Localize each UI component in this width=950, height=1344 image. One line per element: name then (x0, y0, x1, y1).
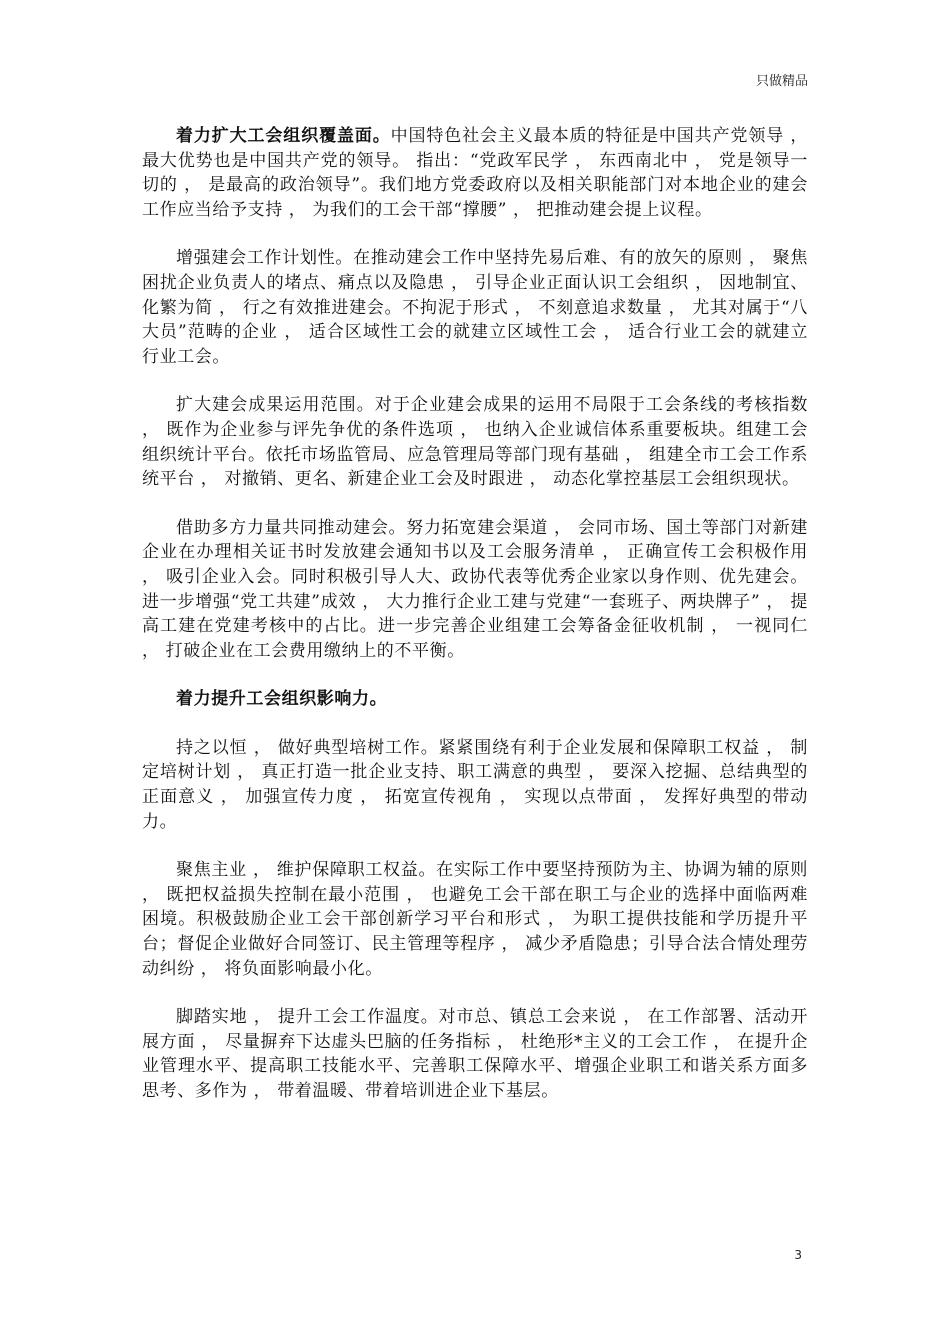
paragraph: 借助多方力量共同推动建会。努力拓宽建会渠道 ， 会同市场、国土等部门对新建企业在办理相关证书时发放建会通知书以及工会服务清单 ， 正确宣传工会积极作用 ， 吸引企业入会。同时积极引导人大、政协代表等优秀企业家以身作则、优先建会。进一步增强“党工共建”成效 ， 大力推行企业工建与党建“一套班子、两块牌子” ， 提高工建在党建考核中的占比。进一步完善企业组建工会筹备金征收机制 ， 一视同仁 ， 打破企业在工会费用缴纳上的不平衡。 (142, 517, 808, 661)
document-body (142, 124, 808, 1128)
paragraph: 聚焦主业 ， 维护保障职工权益。在实际工作中要坚持预防为主、协调为辅的原则 ， 既把权益损失控制在最小范围 ， 也避免工会干部在职工与企业的选择中面临两难困境。积极鼓励企业工会干部创新学习平台和形式 ， 为职工提供技能和学历提升平台；督促企业做好合同签订、民主管理等程序 ， 减少矛盾隐患；引导合法合情处理劳动纠纷 ， 将负面影响最小化。 (142, 860, 809, 979)
section-heading: 着力提升工会组织影响力。 (176, 689, 388, 710)
paragraph-lead: 着力扩大工会组织覆盖面。 (176, 126, 391, 146)
paragraph: 增强建会工作计划性。在推动建会工作中坚持先易后难、有的放矢的原则 ， 聚焦困扰企业负责人的堵点、痛点以及隐患 ， 引导企业正面认识工会组织 ， 因地制宜、化繁为简 ， 行之有效推进建会。不拘泥于形式 ， 不刻意追求数量 ， 尤其对属于“八大员”范畴的企业 ， 适合区域性工会的就建立区域性工会 ， 适合行业工会的就建立行业工会。 (142, 248, 808, 367)
header-note: 只做精品 (755, 74, 808, 89)
paragraph: 脚踏实地 ， 提升工会工作温度。对市总、镇总工会来说 ， 在工作部署、活动开展方面 ， 尽量摒弃下达虚头巴脑的任务指标 ， 杜绝形*主义的工会工作 ， 在提升企业管理水平、提高职工技能水平、完善职工保障水平、增强企业职工和谐关系方面多思考、多作为 ， 带着温暖、带着培训进企业下基层。 (142, 1007, 808, 1101)
paragraph: 持之以恒 ， 做好典型培树工作。紧紧围绕有利于企业发展和保障职工权益 ， 制定培树计划 ， 真正打造一批企业支持、职工满意的典型 ， 要深入挖掘、总结典型的正面意义 ， 加强宣传力度 ， 拓宽宣传视角 ， 实现以点带面 ， 发挥好典型的带动力。 (142, 737, 808, 832)
paragraph: 扩大建会成果运用范围。对于企业建会成果的运用不局限于工会条线的考核指数 ， 既作为企业参与评先争优的条件选项 ， 也纳入企业诚信体系重要板块。组建工会组织统计平台。依托市场监管局、应急管理局等部门现有基础 ， 组建全市工会工作系统平台 ， 对撤销、更名、新建企业工会及时跟进 ， 动态化掌控基层工会组织现状。 (142, 395, 808, 490)
page-number: 3 (794, 1248, 802, 1262)
paragraph-text: 中国特色社会主义最本质的特征是中国共产党领导 ， 最大优势也是中国共产党的领导。 指出：“党政军民学 ， 东西南北中 ， 党是领导一切的 ， 是最高的政治领导”。我们地方党委政府以及相关职能部门对本地企业的建会工作应当给予支持 ， 为我们的工会干部“撑腰” ， 把推动建会提上议程。 (142, 126, 808, 220)
paragraph (142, 124, 808, 222)
